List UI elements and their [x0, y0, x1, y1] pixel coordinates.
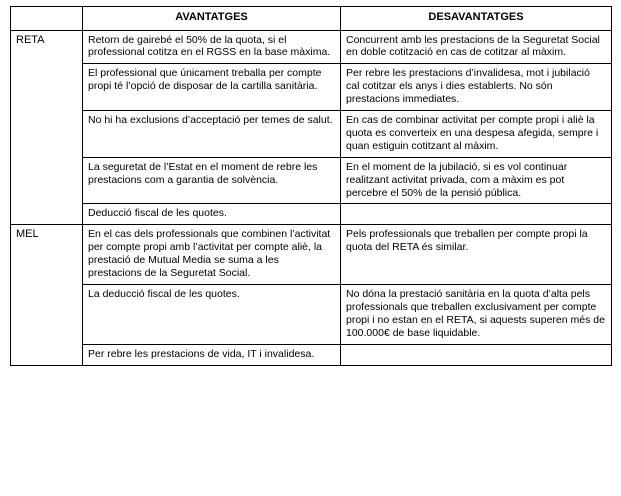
cell-advantage: La deducció fiscal de les quotes.: [83, 285, 341, 345]
cell-disadvantage: [341, 204, 612, 225]
row-group-label-mel: MEL: [11, 225, 83, 365]
table-row: [11, 285, 612, 345]
row-group-label-reta: RETA: [11, 30, 83, 225]
cell-disadvantage: En el moment de la jubilació, si es vol continuar realitzant activitat privada, com a màxim es pot percebre el 50% de la pensió pública.: [341, 157, 612, 204]
cell-disadvantage: Per rebre les prestacions d’invalidesa, mot i jubilació cal cotitzar els anys i dies establerts. No són prestacions immediates.: [341, 64, 612, 111]
table-row: [11, 225, 612, 285]
cell-disadvantage: En cas de combinar activitat per compte propi i aliè la quota es converteix en una despesa afegida, sempre i quan estiguin cotitzant al màxim.: [341, 111, 612, 158]
table-row: [11, 157, 612, 204]
table-row: [11, 344, 612, 365]
table-row: [11, 204, 612, 225]
cell-advantage: En el cas dels professionals que combinen l’activitat per compte propi amb l’activitat per compte aliè, la prestació de Mutual Media se suma a les prestacions de la Seguretat Social.: [83, 225, 341, 285]
cell-disadvantage: Concurrent amb les prestacions de la Seguretat Social en doble cotització en cas de cotitzar al màxim.: [341, 30, 612, 64]
cell-advantage: Deducció fiscal de les quotes.: [83, 204, 341, 225]
cell-advantage: No hi ha exclusions d’acceptació per temes de salut.: [83, 111, 341, 158]
cell-disadvantage: No dóna la prestació sanitària en la quota d’alta pels professionals que treballen exclusivament per compte propi i no estan en el RETA, si aquests superen més de 100.000€ de base liquidable.: [341, 285, 612, 345]
cell-advantage: Per rebre les prestacions de vida, IT i invalidesa.: [83, 344, 341, 365]
cell-advantage: La seguretat de l’Estat en el moment de rebre les prestacions com a garantia de solvència.: [83, 157, 341, 204]
table-corner-cell: [11, 7, 83, 31]
cell-disadvantage: [341, 344, 612, 365]
comparison-table: [10, 6, 612, 366]
cell-advantage: Retorn de gairebé el 50% de la quota, si el professional cotitza en el RGSS en la base màxima.: [83, 30, 341, 64]
column-header-advantages: AVANTATGES: [83, 7, 341, 31]
column-header-disadvantages: DESAVANTATGES: [341, 7, 612, 31]
cell-advantage: El professional que únicament treballa per compte propi té l’opció de disposar de la cartilla sanitària.: [83, 64, 341, 111]
table-row: [11, 30, 612, 64]
table-row: [11, 111, 612, 158]
cell-disadvantage: Pels professionals que treballen per compte propi la quota del RETA és similar.: [341, 225, 612, 285]
table-header-row: [11, 7, 612, 31]
table-row: [11, 64, 612, 111]
